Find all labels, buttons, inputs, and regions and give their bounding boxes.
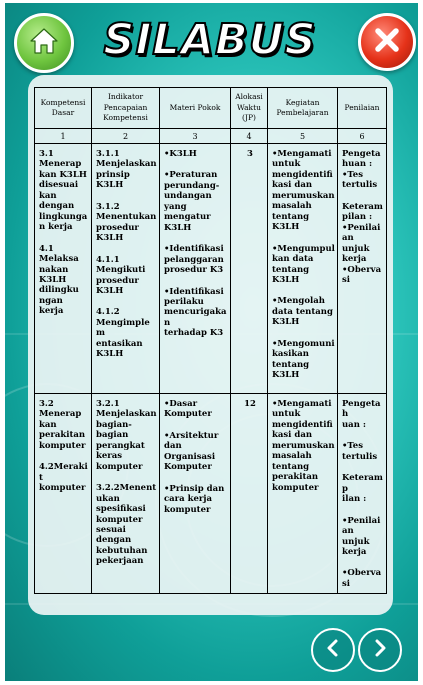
- column-number: 6: [338, 129, 387, 144]
- home-button[interactable]: [14, 13, 74, 73]
- cell-text: 3.2.1 Menjelaskan bagian- bagian perangkat keras komputer: [96, 399, 157, 472]
- column-number: 1: [35, 129, 92, 144]
- alokasi-waktu-cell: 3: [231, 144, 268, 394]
- cell-text: •Identifikasi pelanggaran prosedur K3: [164, 244, 224, 276]
- cell-text: •Mengamati untuk mengidentifi kasi dan merumuskan masalah tentang perakitan komputer: [272, 399, 335, 493]
- kegiatan-cell: [268, 394, 338, 594]
- cell-text: •Dasar Komputer: [164, 399, 212, 420]
- cell-text: 3.2 Menerap kan perakitan komputer: [39, 399, 86, 451]
- indikator-cell: [92, 144, 160, 394]
- app-screen: [5, 3, 418, 681]
- column-header: Alokasi Waktu (JP): [231, 88, 268, 129]
- cell-text: Pengeta huan : •Tes tertulis: [342, 149, 381, 191]
- column-header: Penilaian: [338, 88, 387, 129]
- table-row: [35, 144, 387, 394]
- column-header: Kompetensi Dasar: [35, 88, 92, 129]
- cell-text: •Prinsip dan cara kerja komputer: [164, 483, 225, 515]
- next-button[interactable]: [358, 628, 402, 672]
- previous-button[interactable]: [311, 628, 355, 672]
- cell-text: •Mengumpul kan data tentang K3LH: [272, 243, 335, 285]
- indikator-cell: [92, 394, 160, 594]
- cell-text: •Mengamati untuk mengidentifi kasi dan merumuskan masalah tentang K3LH: [272, 149, 335, 233]
- cell-text: 3.1.2 Menentukan prosedur K3LH: [96, 201, 157, 244]
- cell-text: •Arsitektur dan Organisasi Komputer: [164, 430, 219, 473]
- page-title: SILABUS: [103, 15, 317, 65]
- chevron-right-icon: [369, 637, 391, 663]
- cell-text: •K3LH: [164, 149, 197, 159]
- close-button[interactable]: [358, 13, 416, 71]
- cell-text: •Identifikasi perilaku mencurigakan terhadap K3: [164, 286, 227, 339]
- kegiatan-cell: [268, 144, 338, 394]
- penilaian-cell: [338, 394, 387, 594]
- chevron-left-icon: [322, 637, 344, 663]
- table-row: [35, 394, 387, 594]
- penilaian-cell: [338, 144, 387, 394]
- home-icon: [29, 26, 59, 60]
- kompetensi-dasar-cell: [35, 144, 92, 394]
- materi-pokok-cell: [160, 394, 231, 594]
- close-icon: [373, 26, 401, 58]
- cell-text: •Penilaian unjuk kerja: [342, 515, 381, 557]
- column-header: Indikator Pencapaian Kompetensi: [92, 88, 160, 129]
- cell-text: 4.2Merakit komputer: [39, 462, 88, 494]
- materi-pokok-cell: [160, 144, 231, 394]
- cell-text: Pengetah uan :: [342, 399, 381, 430]
- column-number: 3: [160, 129, 231, 144]
- column-header: Kegiatan Pembelajaran: [268, 88, 338, 129]
- cell-text: Keteram pilan : •Penilai an unjuk kerja •Oberva si: [342, 201, 383, 285]
- cell-text: •Mengolah data tentang K3LH: [272, 296, 333, 328]
- cell-text: 3.1 Menerap kan K3LH disesuai kan dengan lingkunga n kerja: [39, 149, 88, 233]
- cell-text: 3.2.2Menent ukan spesifikasi komputer sesuai dengan kebutuhan pekerjaan: [96, 483, 157, 567]
- column-number-row: [35, 129, 387, 144]
- column-number: 2: [92, 129, 160, 144]
- kompetensi-dasar-cell: [35, 394, 92, 594]
- cell-text: •Tes tertulis: [342, 441, 378, 462]
- column-number: 4: [231, 129, 268, 144]
- syllabus-table: [34, 87, 387, 594]
- column-number: 5: [268, 129, 338, 144]
- alokasi-waktu-cell: 12: [231, 394, 268, 594]
- table-header-row: [35, 88, 387, 129]
- cell-text: Keteramp ilan :: [342, 473, 383, 505]
- cell-text: 4.1.2 Mengimplem entasikan K3LH: [96, 307, 150, 360]
- cell-text: 4.1.1 Mengikuti prosedur K3LH: [96, 254, 146, 296]
- cell-text: •Obervasi: [342, 568, 382, 589]
- cell-text: 4.1 Melaksa nakan K3LH dilingku ngan kerja: [39, 243, 79, 317]
- column-header: Materi Pokok: [160, 88, 231, 129]
- syllabus-panel: [28, 75, 393, 615]
- cell-text: 3.1.1 Menjelaskan prinsip K3LH: [96, 149, 157, 191]
- cell-text: •Peraturan perundang- undangan yang mengatur K3LH: [164, 170, 220, 233]
- cell-text: •Mengomuni kasikan tentang K3LH: [272, 338, 335, 381]
